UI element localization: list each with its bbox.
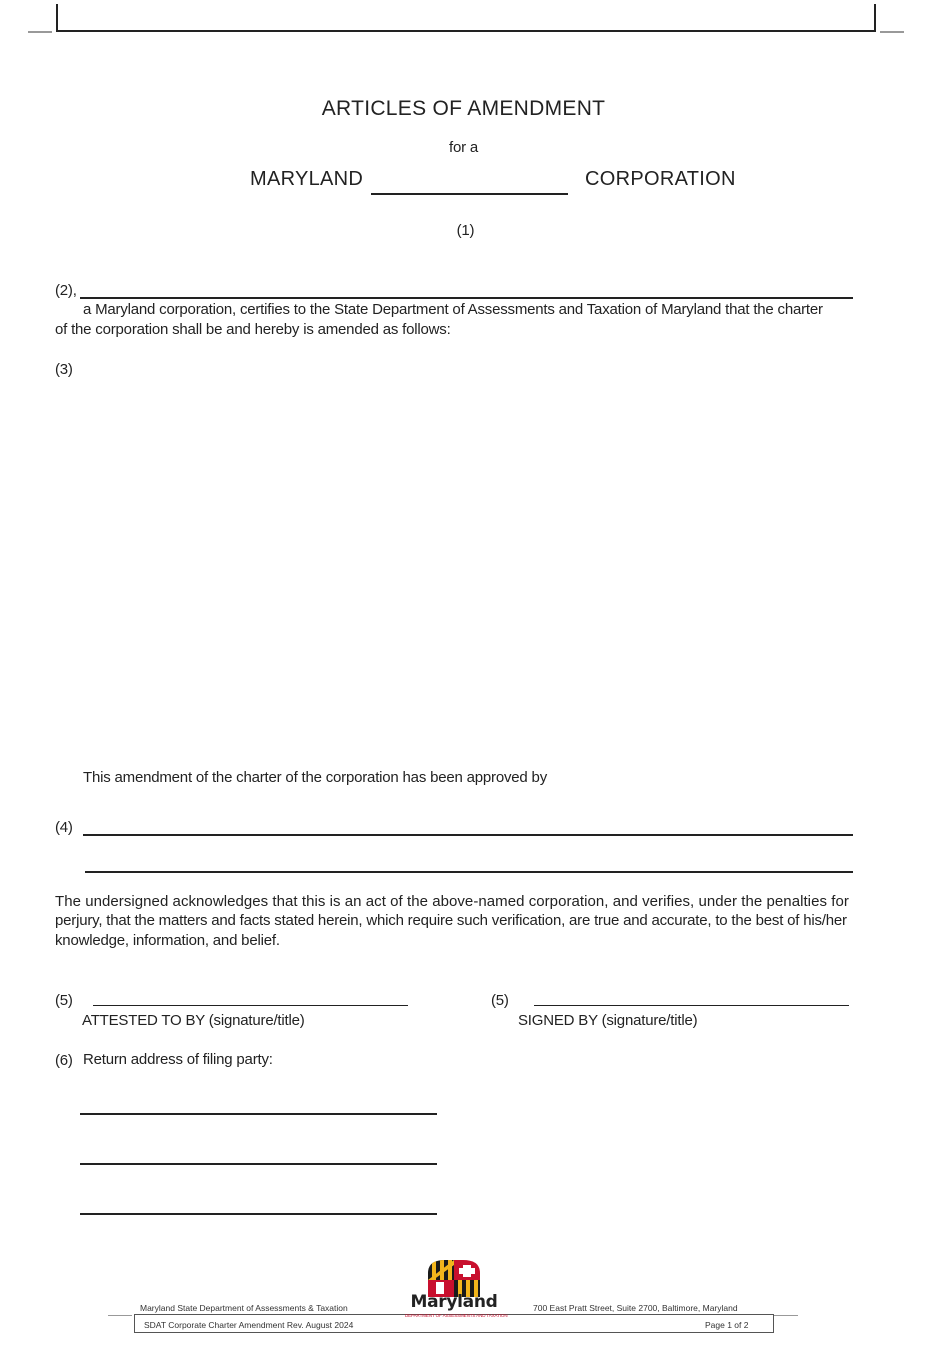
for-a-text: for a xyxy=(448,139,478,156)
logo-tagline: DEPARTMENT OF ASSESSMENTS AND TAXATION xyxy=(405,1313,508,1318)
logo-wordmark: Maryland xyxy=(410,1292,498,1312)
footer-address: 700 East Pratt Street, Suite 2700, Baltimore, Maryland xyxy=(533,1303,738,1313)
return-address-line-2[interactable] xyxy=(80,1163,437,1165)
return-address-line-1[interactable] xyxy=(80,1113,437,1115)
signed-label: SIGNED BY (signature/title) xyxy=(518,1012,698,1029)
marker-2: (2), xyxy=(55,282,77,299)
section2-line1: a Maryland corporation, certifies to the State Department of Assessments and Taxation of Maryland that the charter xyxy=(83,301,823,318)
marker-4: (4) xyxy=(55,819,73,836)
attest-signature-field[interactable] xyxy=(93,1005,408,1006)
return-address-label: Return address of filing party: xyxy=(83,1051,273,1068)
section2-line2: of the corporation shall be and hereby is amended as follows: xyxy=(55,321,451,338)
corporation-type-field[interactable] xyxy=(371,193,568,195)
ack-line1: The undersigned acknowledges that this is an act of the above-named corporation, and verifies, under the penalties for xyxy=(55,893,849,910)
marker-3: (3) xyxy=(55,361,73,378)
maryland-label: MARYLAND xyxy=(250,168,364,190)
maryland-logo xyxy=(405,1257,508,1329)
footer-right-mark xyxy=(774,1315,798,1316)
top-right-mark xyxy=(880,31,904,33)
signed-signature-field[interactable] xyxy=(534,1005,849,1006)
corporation-label: CORPORATION xyxy=(585,168,736,190)
approval-line-1[interactable] xyxy=(83,834,853,836)
top-right-tick xyxy=(874,4,876,32)
top-rule xyxy=(58,30,874,32)
attest-label: ATTESTED TO BY (signature/title) xyxy=(82,1012,305,1029)
maryland-flag-icon xyxy=(405,1257,503,1297)
marker-6: (6) xyxy=(55,1052,73,1069)
corporation-name-field[interactable] xyxy=(80,297,853,299)
ack-line3: knowledge, information, and belief. xyxy=(55,932,280,949)
marker-5-signed: (5) xyxy=(491,992,509,1009)
approval-text: This amendment of the charter of the corporation has been approved by xyxy=(83,769,547,786)
footer-page: Page 1 of 2 xyxy=(705,1320,749,1330)
marker-1: (1) xyxy=(456,222,475,239)
marker-5-attest: (5) xyxy=(55,992,73,1009)
top-left-mark xyxy=(28,31,52,33)
footer-left-mark xyxy=(108,1315,132,1316)
footer-agency: Maryland State Department of Assessments & Taxation xyxy=(140,1303,348,1313)
approval-line-2[interactable] xyxy=(85,871,853,873)
top-left-tick xyxy=(56,4,58,32)
return-address-line-3[interactable] xyxy=(80,1213,437,1215)
footer-form-rev: SDAT Corporate Charter Amendment Rev. August 2024 xyxy=(144,1320,354,1330)
ack-line2: perjury, that the matters and facts stated herein, which require such verification, are true and accurate, to the best of his/her xyxy=(55,912,847,929)
amendment-text-area[interactable] xyxy=(83,358,853,753)
document-title: ARTICLES OF AMENDMENT xyxy=(321,97,606,120)
